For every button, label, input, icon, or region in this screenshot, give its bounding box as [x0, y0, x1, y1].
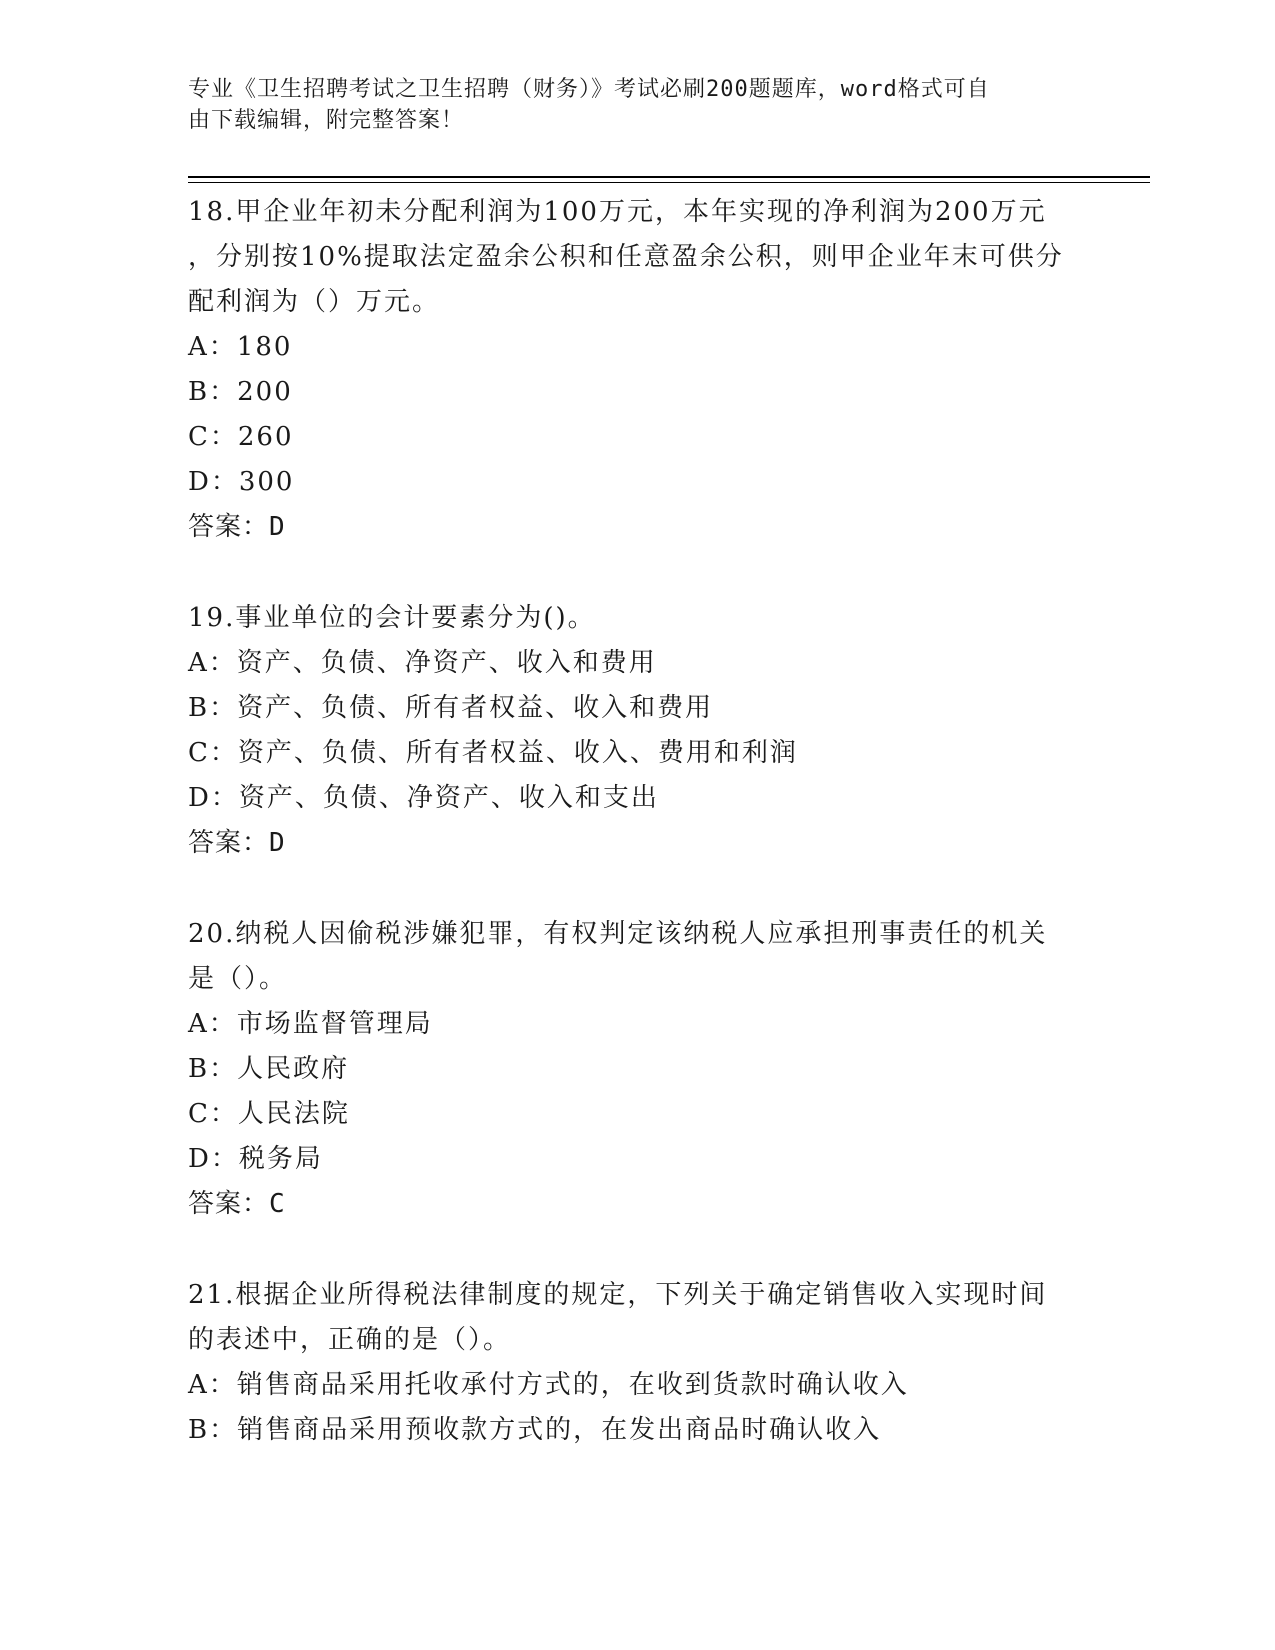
option-c: C：资产、负债、所有者权益、收入、费用和利润 [188, 738, 798, 768]
option-b: B：资产、负债、所有者权益、收入和费用 [188, 693, 714, 723]
option-d: D：300 [188, 467, 295, 497]
question-stem: ，分别按10%提取法定盈余公积和任意盈余公积，则甲企业年末可供分 [188, 242, 1064, 272]
question-21 [188, 1273, 1088, 1453]
question-stem: 20.纳税人因偷税涉嫌犯罪，有权判定该纳税人应承担刑事责任的机关 [188, 919, 1048, 949]
question-stem: 的表述中，正确的是（）。 [188, 1325, 512, 1355]
option-a: A：资产、负债、净资产、收入和费用 [188, 648, 657, 678]
question-stem: 21.根据企业所得税法律制度的规定，下列关于确定销售收入实现时间 [188, 1280, 1048, 1310]
question-18 [188, 190, 1088, 550]
question-stem: 18.甲企业年初未分配利润为100万元，本年实现的净利润为200万元 [188, 197, 1047, 227]
option-b: B：人民政府 [188, 1054, 350, 1084]
document-header [188, 74, 1068, 136]
question-stem: 配利润为（）万元。 [188, 287, 441, 317]
option-d: D：资产、负债、净资产、收入和支出 [188, 783, 659, 813]
answer-text: 答案：D [188, 828, 286, 858]
option-c: C：260 [188, 422, 294, 452]
question-20 [188, 912, 1088, 1227]
header-divider-thick [188, 176, 1150, 178]
option-c: C：人民法院 [188, 1099, 350, 1129]
option-b: B：200 [188, 377, 293, 407]
option-a: A：销售商品采用托收承付方式的，在收到货款时确认收入 [188, 1370, 909, 1400]
option-d: D：税务局 [188, 1144, 323, 1174]
question-19 [188, 596, 1088, 866]
question-stem: 是（）。 [188, 964, 288, 994]
answer-text: 答案：D [188, 512, 286, 542]
question-list [188, 190, 1088, 1453]
answer-text: 答案：C [188, 1189, 286, 1219]
header-line-1: 专业《卫生招聘考试之卫生招聘（财务）》考试必刷200题题库，word格式可自 [188, 77, 990, 102]
header-line-2: 由下载编辑，附完整答案！ [188, 108, 465, 133]
option-a: A：市场监督管理局 [188, 1009, 433, 1039]
header-divider-thin [188, 182, 1150, 183]
option-a: A：180 [188, 332, 293, 362]
question-stem: 19.事业单位的会计要素分为()。 [188, 603, 596, 633]
option-b: B：销售商品采用预收款方式的，在发出商品时确认收入 [188, 1415, 882, 1445]
